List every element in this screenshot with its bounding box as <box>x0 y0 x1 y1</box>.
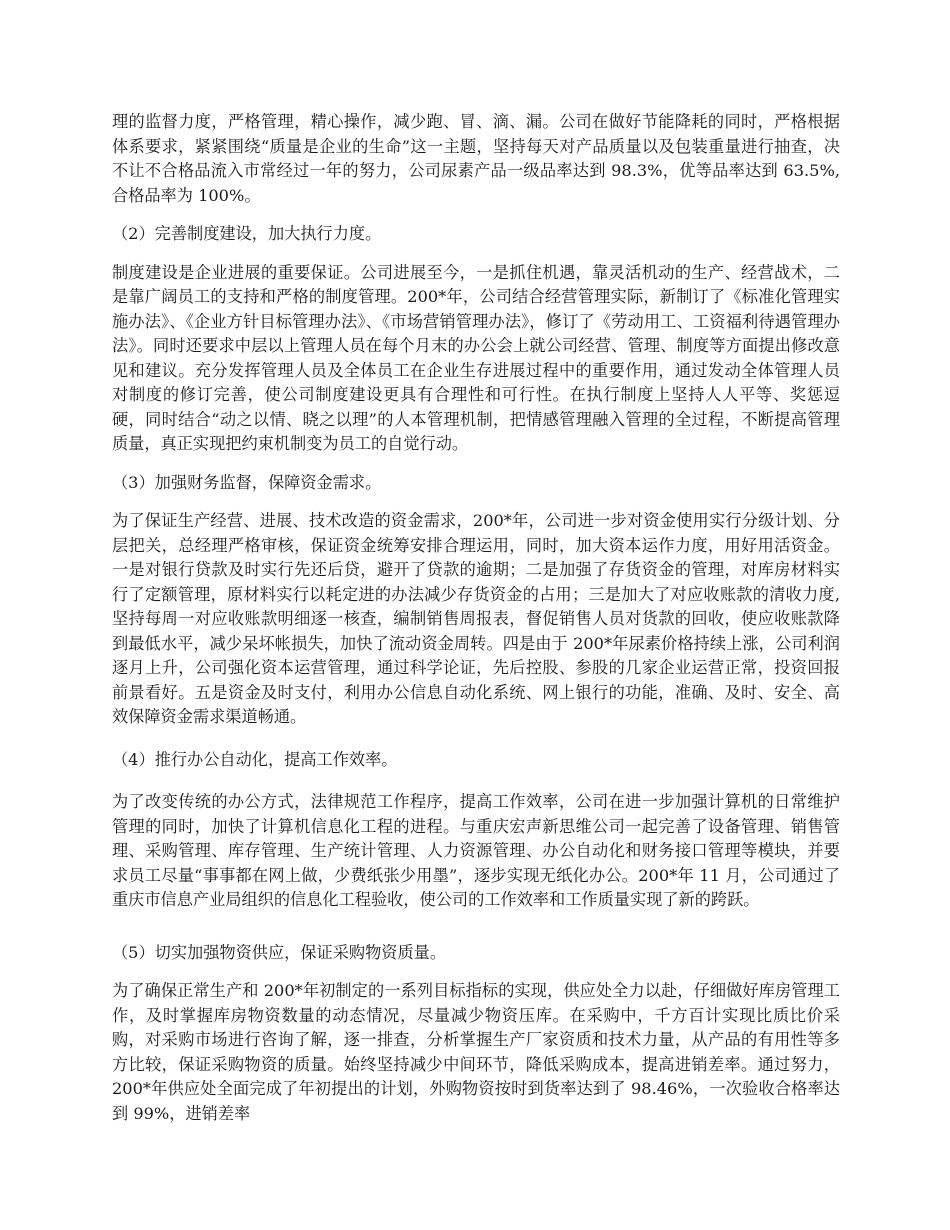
section-heading-3: （3）加强财务监督，保障资金需求。 <box>112 472 382 492</box>
section-heading-4: （4）推行办公自动化，提高工作效率。 <box>112 749 398 769</box>
paragraph-material-supply: 为了确保正常生产和 200*年初制定的一系列目标指标的实现，供应处全力以赴，仔细做好库房管理工作，及时掌握库房物资数量的动态情况，尽量减少物资压库。在采购中，千方百计实现比质比价采购，对采购市场进行咨询了解，逐一排查，分析掌握生产厂家资质和技术力量，从产品的有用性等多方比较，保证采购物资的质量。始终坚持减少中间环节，降低采购成本，提高进销差率。通过努力，200*年供应处全面完成了年初提出的计划，外购物资按时到货率达到了 98.46%，一次验收合格率达到 99%，进销差率 <box>112 981 840 1123</box>
section-heading-2: （2）完善制度建设，加大执行力度。 <box>112 224 382 243</box>
section-heading-5: （5）切实加强物资供应，保证采购物资质量。 <box>112 942 447 962</box>
paragraph-finance-supervision: 为了保证生产经营、进展、技术改造的资金需求，200*年，公司进一步对资金使用实行分级计划、分层把关，总经理严格审核，保证资金统筹安排合理运用，同时，加大资本运作力度，用好用活资金。一是对银行贷款及时实行先还后贷，避开了贷款的逾期；二是加强了存货资金的管理，对库房材料实行了定额管理，原材料实行以耗定进的办法减少存货资金的占用；三是加大了对应收账款的清收力度,坚持每周一对应收账款明细逐一核查，编制销售周报表，督促销售人员对货款的回收，使应收账款降到最低水平，减少呆坏帐损失，加快了流动资金周转。四是由于 200*年尿素价格持续上涨，公司利润逐月上升，公司强化资本运营管理，通过科学论证，先后控股、参股的几家企业运营正常，投资回报前景看好。五是资金及时支付，利用办公信息自动化系统、网上银行的功能，准确、及时、安全、高效保障资金需求渠道畅通。 <box>112 511 840 726</box>
paragraph-system-building: 制度建设是企业进展的重要保证。公司进展至今，一是抓住机遇，靠灵活机动的生产、经营战术，二是靠广阔员工的支持和严格的制度管理。200*年，公司结合经营管理实际，新制订了《标准化管理实施办法》、《企业方针目标管理办法》、《市场营销管理办法》，修订了《劳动用工、工资福利待遇管理办法》。同时还要求中层以上管理人员在每个月末的办公会上就公司经营、管理、制度等方面提出修改意见和建议。充分发挥管理人员及全体员工在企业生存进展过程中的重要作用，通过发动全体管理人员对制度的修订完善，使公司制度建设更具有合理性和可行性。在执行制度上坚持人人平等、奖惩逗硬，同时结合“动之以情、晓之以理”的人本管理机制，把情感管理融入管理的全过程，不断提高管理质量，真正实现把约束机制变为员工的自觉行动。 <box>112 262 840 453</box>
paragraph-office-automation: 为了改变传统的办公方式，法律规范工作程序，提高工作效率，公司在进一步加强计算机的日常维护管理的同时，加快了计算机信息化工程的进程。与重庆宏声新思维公司一起完善了设备管理、销售管理、采购管理、库存管理、生产统计管理、人力资源管理、办公自动化和财务接口管理等模块，并要求员工尽量“事事都在网上做，少费纸张少用墨”，逐步实现无纸化办公。200*年 11 月，公司通过了重庆市信息产业局组织的信息化工程验收，使公司的工作效率和工作质量实现了新的跨跃。 <box>112 792 840 909</box>
paragraph-quality-control: 理的监督力度，严格管理，精心操作，减少跑、冒、滴、漏。公司在做好节能降耗的同时，严格根据体系要求，紧紧围绕“质量是企业的生命”这一主题，坚持每天对产品质量以及包装重量进行抽查，决不让不合格品流入市常经过一年的努力，公司尿素产品一级品率达到 98.3%，优等品率达到 63.5%,合格品率为 100%。 <box>112 112 840 205</box>
document-page <box>112 110 840 1140</box>
